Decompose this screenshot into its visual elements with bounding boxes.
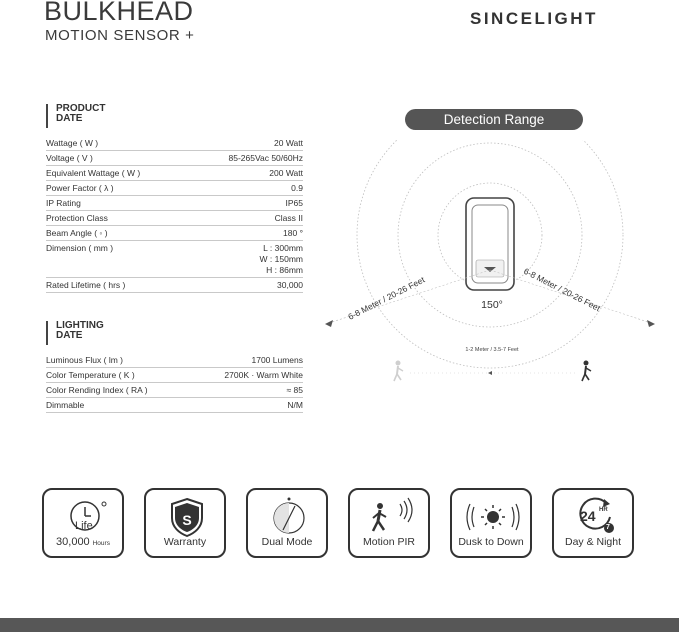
product-spec-row (46, 196, 303, 211)
outer-range-label-right: 6-8 Meter / 20-26 Feet (522, 265, 602, 314)
lighting-spec-label: Dimmable (46, 400, 85, 410)
product-spec-label: Equivalent Wattage ( W ) (46, 168, 141, 178)
product-spec-value: 30,000 (277, 280, 303, 290)
right-arrow-icon (647, 320, 655, 327)
product-spec-label: Rated Lifetime ( hrs ) (46, 280, 126, 290)
motion-sensor-icon (350, 490, 432, 560)
24hr-icon-number: 24 (580, 508, 596, 524)
product-spec-value: 200 Watt (269, 168, 303, 178)
feature-life-label: 30,000 Hours (56, 536, 110, 548)
lighting-spec-label: Luminous Flux ( lm ) (46, 355, 123, 365)
product-spec-value: 0.9 (291, 183, 303, 193)
lighting-spec-row (46, 383, 303, 398)
lighting-spec-value: 1700 Lumens (251, 355, 303, 365)
product-spec-row (46, 241, 303, 278)
lighting-spec-value: N/M (287, 400, 303, 410)
24hr-icon-sub: 7 (606, 524, 610, 531)
product-spec-value: Class II (274, 213, 303, 223)
detection-range-diagram (320, 140, 660, 425)
feature-day-night-label: Day & Night (564, 536, 622, 548)
product-spec-row (46, 278, 303, 293)
product-spec-row (46, 226, 303, 241)
sun-sensor-icon (452, 490, 534, 560)
footer-bar (0, 618, 679, 632)
product-title: BULKHEAD (44, 0, 194, 26)
lighting-spec-row (46, 368, 303, 383)
walking-person-icon (582, 361, 591, 382)
24hr-icon (554, 490, 636, 560)
lighting-spec-row (46, 353, 303, 368)
product-spec-label: Dimension ( mm ) (46, 243, 114, 253)
product-spec-label: Beam Angle ( ◦ ) (46, 228, 108, 238)
brand-logo: SINCELIGHT (470, 9, 598, 28)
lighting-spec-row (46, 398, 303, 413)
product-spec-value: 20 Watt (274, 138, 303, 148)
product-spec-label: IP Rating (46, 198, 81, 208)
product-spec-row (46, 181, 303, 196)
product-spec-value: 85-265Vac 50/60Hz (228, 153, 303, 163)
outer-range-label-left: 6-8 Meter / 20-26 Feet (346, 274, 427, 322)
product-spec-label: Voltage ( V ) (46, 153, 93, 163)
product-spec-row (46, 211, 303, 226)
product-spec-label: Protection Class (46, 213, 108, 223)
product-spec-label: Wattage ( W ) (46, 138, 99, 148)
lighting-spec-value: 2700K · Warm White (224, 370, 303, 380)
feature-motion-pir (348, 488, 430, 558)
product-spec-value: IP65 (285, 198, 303, 208)
feature-dusk-to-dawn-label: Dusk to Down (458, 536, 524, 548)
shield-icon (146, 490, 228, 560)
lighting-spec-label: Color Rending Index ( RA ) (46, 385, 148, 395)
feature-motion-pir-label: Motion PIR (363, 536, 415, 548)
feature-dual-mode-label: Dual Mode (261, 536, 313, 548)
feature-life (42, 488, 124, 558)
lighting-spec-value: ≈ 85 (286, 385, 303, 395)
feature-warranty (144, 488, 226, 558)
product-section-heading: PRODUCT DATE (46, 104, 105, 128)
product-spec-value: 180 ° (283, 228, 303, 238)
feature-day-night (552, 488, 634, 558)
product-spec-label: Power Factor ( λ ) (46, 183, 114, 193)
left-arrow-icon (325, 320, 333, 327)
24hr-icon-suffix: HR (599, 507, 608, 513)
lighting-spec-table (46, 353, 303, 413)
product-subtitle: MOTION SENSOR + (45, 27, 195, 44)
product-spec-value: L : 300mm W : 150mm H : 86mm (259, 243, 303, 275)
detection-range-pill: Detection Range (405, 109, 583, 130)
bulkhead-fixture-icon (466, 198, 514, 290)
beam-angle-label: 150° (481, 299, 503, 311)
feature-warranty-label: Warranty (163, 536, 207, 548)
feature-dual-mode (246, 488, 328, 558)
lighting-section-heading: LIGHTING DATE (46, 321, 104, 345)
walking-person-faded-icon (394, 361, 403, 382)
dual-mode-icon (248, 490, 330, 560)
svg-text:S: S (182, 512, 192, 528)
product-spec-row (46, 136, 303, 151)
inner-range-label: 1-2 Meter / 3.5-7 Feet (465, 347, 519, 353)
lighting-spec-label: Color Temperature ( K ) (46, 370, 135, 380)
product-spec-table (46, 136, 303, 293)
feature-dusk-to-dawn (450, 488, 532, 558)
life-icon-text: Life (75, 520, 93, 532)
product-spec-row (46, 166, 303, 181)
product-spec-row (46, 151, 303, 166)
